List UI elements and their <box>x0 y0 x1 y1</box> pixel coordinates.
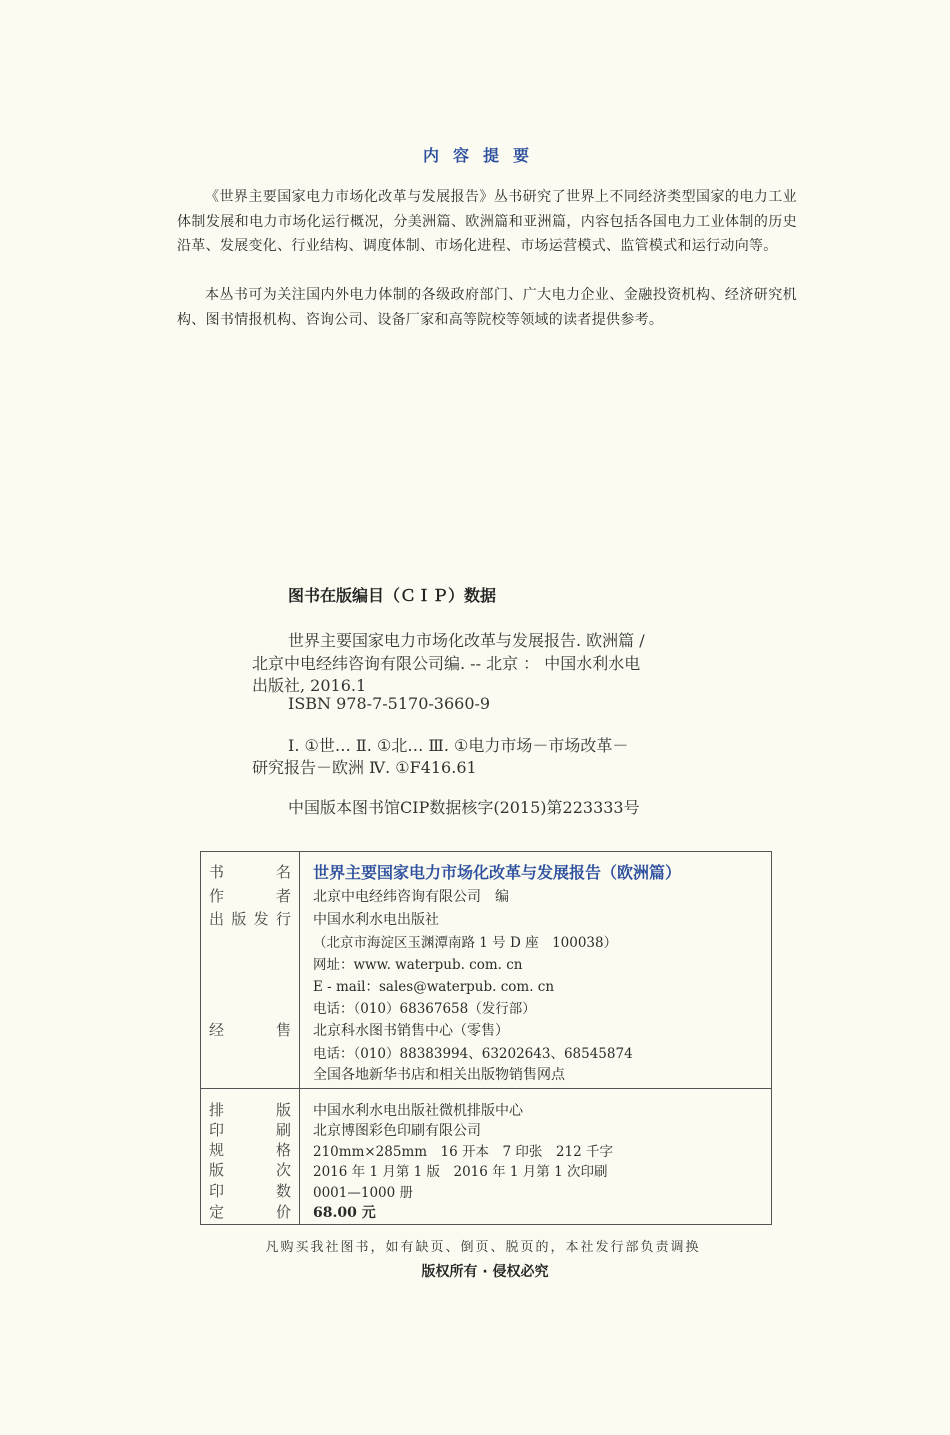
cip-record-number: 中国版本图书馆CIP数据核字(2015)第223333号 <box>288 798 640 817</box>
distributor-name: 北京科水图书销售中心（零售） <box>313 1023 509 1039</box>
cip-classification-1: Ⅰ. ①世… Ⅱ. ①北… Ⅲ. ①电力市场－市场改革－ <box>288 736 629 755</box>
publication-info-box <box>200 851 772 1225</box>
price: 68.00 元 <box>313 1205 376 1221</box>
label-author: 作 者 <box>209 887 291 905</box>
cip-line-2: 北京中电经纬咨询有限公司编. -- 北京 ： 中国水利水电 <box>252 654 641 673</box>
specs: 210mm×285mm 16 开本 7 印张 212 千字 <box>313 1144 613 1160</box>
distributor-phone: 电话：（010）88383994、63202643、68545874 <box>313 1046 633 1062</box>
section-divider <box>201 1088 771 1089</box>
printing: 北京博图彩色印刷有限公司 <box>313 1123 481 1139</box>
label-publisher: 出 版 发 行 <box>209 910 291 928</box>
label-printing: 印 刷 <box>209 1121 291 1139</box>
summary-paragraph-2: 本丛书可为关注国内外电力体制的各级政府部门、广大电力企业、金融投资机构、经济研究机构、图书情报机构、咨询公司、设备厂家和高等院校等领域的读者提供参考。 <box>177 287 797 328</box>
publisher-phone: 电话：（010）68367658（发行部） <box>313 1001 536 1017</box>
label-book-title: 书 名 <box>209 863 291 881</box>
label-typesetting: 排 版 <box>209 1101 291 1119</box>
summary-title: 内容提要 <box>422 146 543 165</box>
publisher-email: E - mail：sales@waterpub. com. cn <box>313 979 555 995</box>
copyright-notice: 版权所有 · 侵权必究 <box>421 1264 549 1280</box>
print-run: 0001—1000 册 <box>313 1185 414 1201</box>
cip-classification-2: 研究报告－欧洲 Ⅳ. ①F416.61 <box>252 758 477 777</box>
label-distribution: 经 售 <box>209 1021 291 1039</box>
label-specs: 规 格 <box>209 1141 291 1159</box>
summary-paragraph-1: 《世界主要国家电力市场化改革与发展报告》丛书研究了世界上不同经济类型国家的电力工业体制发展和电力市场化运行概况，分美洲篇、欧洲篇和亚洲篇，内容包括各国电力工业体制的历史沿革、发展变化、行业结构、调度体制、市场化进程、市场运营模式、监管模式和运行动向等。 <box>177 189 797 254</box>
book-title: 世界主要国家电力市场化改革与发展报告（欧洲篇） <box>313 863 682 882</box>
cip-heading: 图书在版编目（ＣＩＰ）数据 <box>288 586 497 605</box>
distributor-network: 全国各地新华书店和相关出版物销售网点 <box>313 1067 565 1083</box>
cip-line-1: 世界主要国家电力市场化改革与发展报告. 欧洲篇 / <box>288 631 645 650</box>
column-divider <box>299 852 300 1224</box>
label-edition: 版 次 <box>209 1161 291 1179</box>
publisher-address: （北京市海淀区玉渊潭南路 1 号 D 座 100038） <box>313 935 618 951</box>
publisher-website: 网址：www. waterpub. com. cn <box>313 957 523 973</box>
label-print-run: 印 数 <box>209 1182 291 1200</box>
cip-line-3: 出版社, 2016.1 <box>252 676 367 695</box>
publisher-name: 中国水利水电出版社 <box>313 912 439 928</box>
edition: 2016 年 1 月第 1 版 2016 年 1 月第 1 次印刷 <box>313 1164 608 1180</box>
replacement-notice: 凡购买我社图书，如有缺页、倒页、脱页的，本社发行部负责调换 <box>265 1240 701 1255</box>
cip-isbn: ISBN 978-7-5170-3660-9 <box>288 694 491 713</box>
author: 北京中电经纬咨询有限公司 编 <box>313 889 509 905</box>
label-price: 定 价 <box>209 1203 291 1221</box>
typesetting: 中国水利水电出版社微机排版中心 <box>313 1103 523 1119</box>
